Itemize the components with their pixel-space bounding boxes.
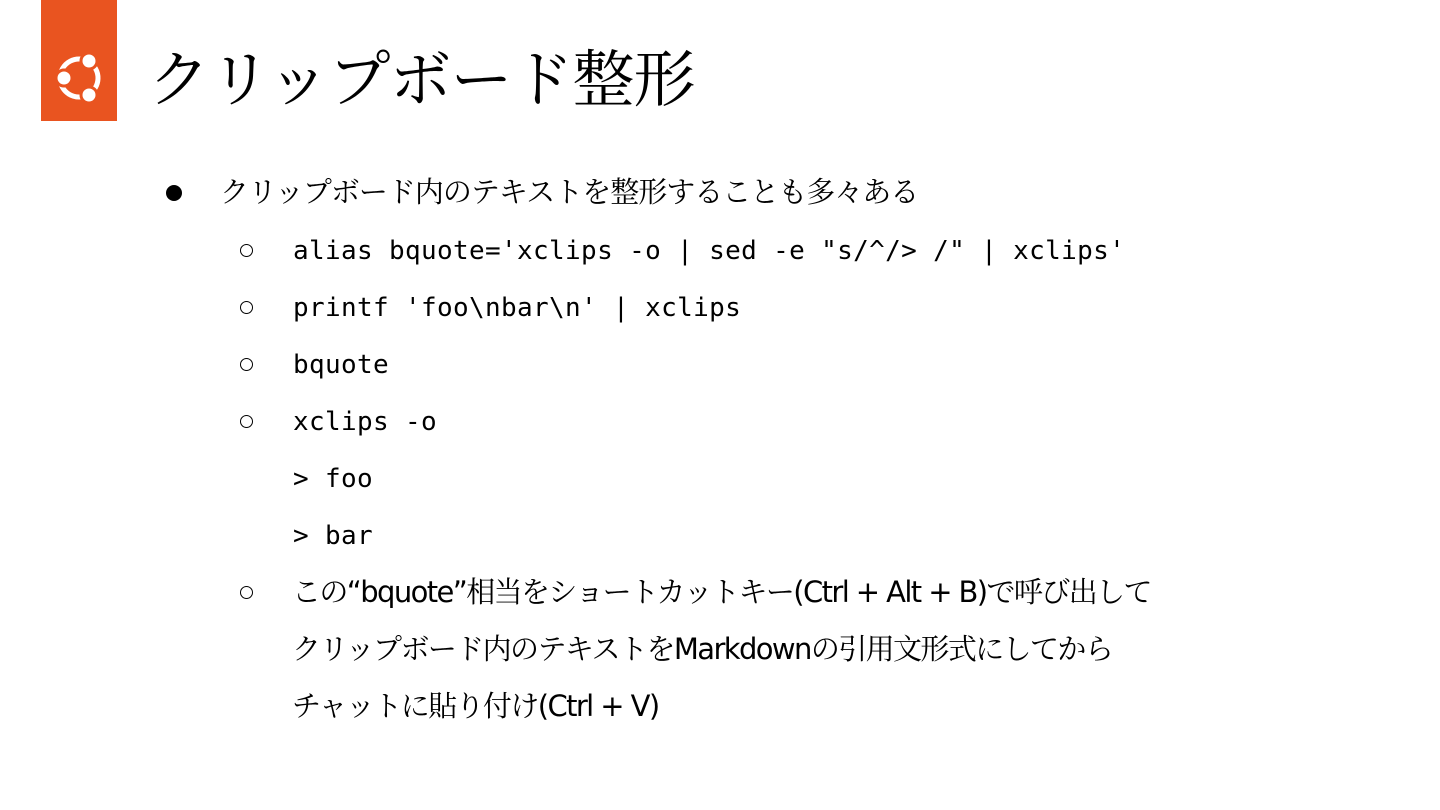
code-output-line-bar: > bar (293, 521, 374, 551)
code-line-alias: alias bquote='xclips -o | sed -e "s/^/> /" | xclips' (293, 236, 1126, 266)
code-line-xclips: xclips -o (293, 407, 438, 437)
bullet-marker-hollow (240, 586, 253, 599)
code-line-printf: printf 'foo\nbar\n' | xclips (293, 293, 742, 323)
bullet-marker-filled (166, 185, 182, 201)
ubuntu-logo (41, 0, 117, 121)
ubuntu-logo-icon (50, 49, 108, 107)
bullet-marker-hollow (240, 358, 253, 371)
note-line-3: チャットに貼り付け(Ctrl + V) (292, 689, 659, 723)
bullet-marker-hollow (240, 415, 253, 428)
code-line-bquote: bquote (293, 350, 390, 380)
bullet-marker-hollow (240, 301, 253, 314)
note-line-2: クリップボード内のテキストをMarkdownの引用文形式にしてから (292, 632, 1113, 666)
code-output-line-foo: > foo (293, 464, 374, 494)
slide-title: クリップボード整形 (148, 43, 695, 116)
bullet-text-level1: クリップボード内のテキストを整形することも多々ある (220, 175, 919, 209)
note-line-1: この“bquote”相当をショートカットキー(Ctrl + Alt + B)で呼び出して (292, 575, 1151, 609)
bullet-marker-hollow (240, 244, 253, 257)
